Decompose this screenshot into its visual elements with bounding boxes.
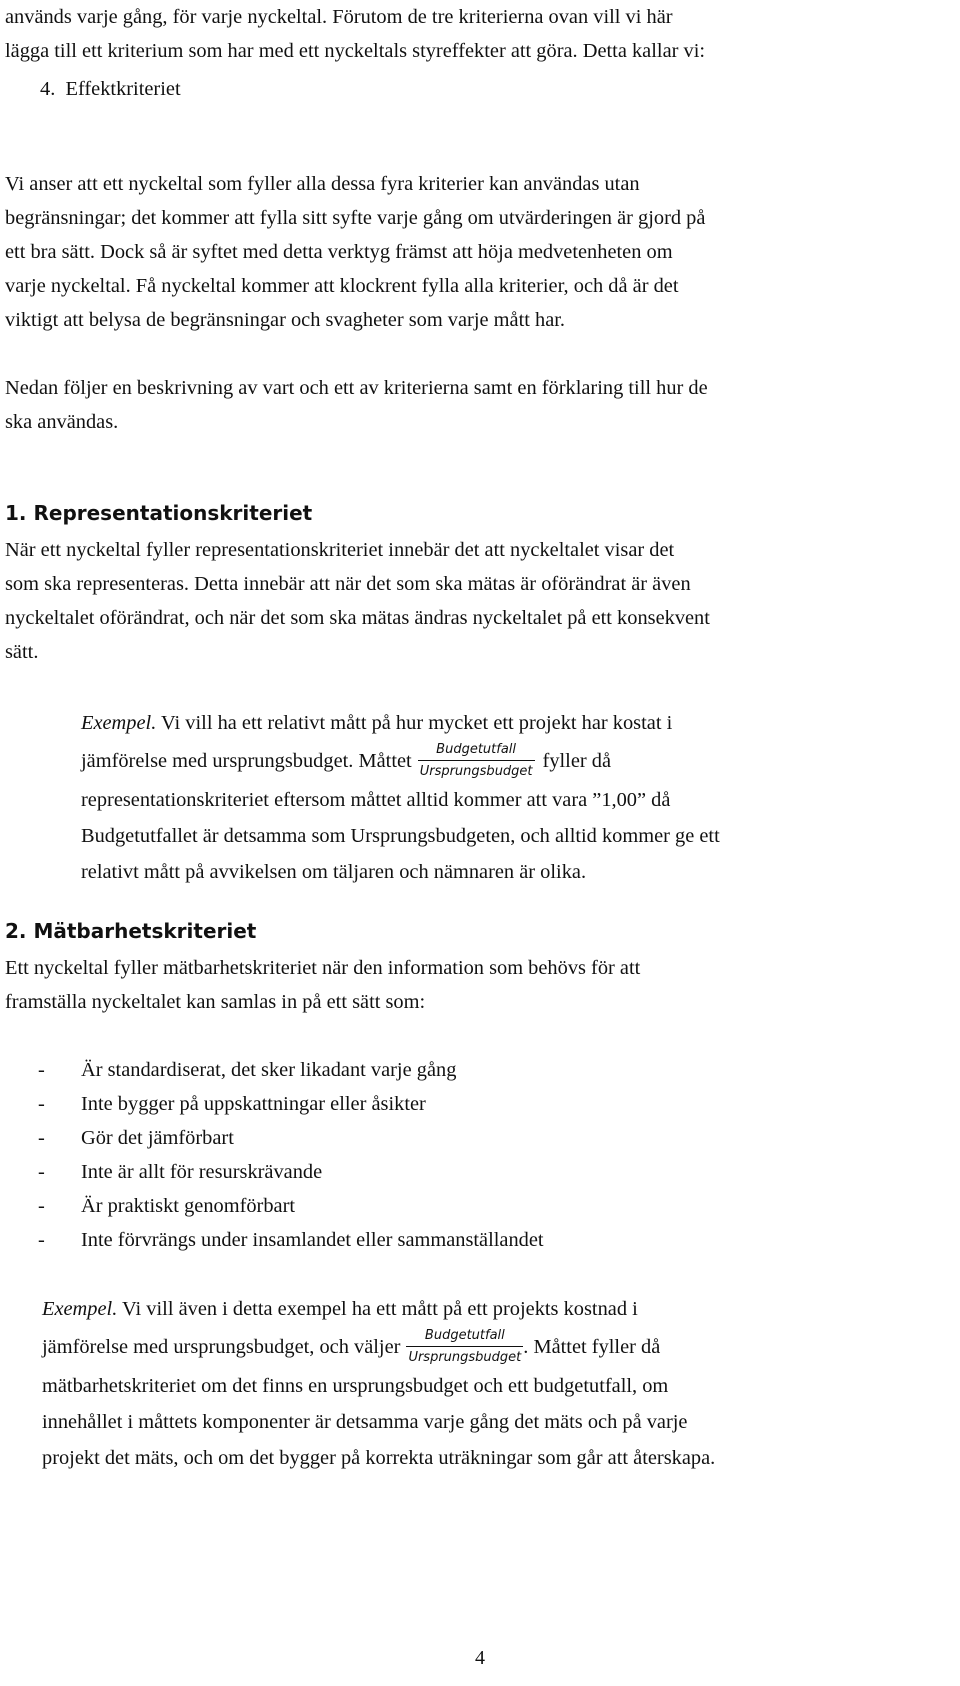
- list-item-text: Inte är allt för resurskrävande: [81, 1161, 323, 1183]
- text-line: begränsningar; det kommer att fylla sitt syfte varje gång om utvärderingen är gjord på: [5, 207, 706, 229]
- paragraph-anser: [5, 167, 955, 337]
- section-1-heading-wrap: [5, 495, 955, 531]
- example-text: Vi vill ha ett relativt mått på hur mycket ett projekt har kostat i: [156, 712, 673, 734]
- list-item: [38, 1189, 955, 1223]
- list-item-text: Gör det jämförbart: [81, 1127, 234, 1149]
- example-line: projekt det mäts, och om det bygger på korrekta uträkningar som går att återskapa.: [42, 1446, 716, 1469]
- example-line: Budgetutfallet är detsamma som Ursprungsbudgeten, och alltid kommer ge ett: [81, 824, 720, 847]
- example-line: [42, 1327, 955, 1368]
- text-line: ett bra sätt. Dock så är syftet med detta verktyg främst att höja medvetenheten om: [5, 241, 673, 263]
- document-page: [5, 0, 955, 1686]
- list-marker: -: [38, 1195, 45, 1217]
- text-line: varje nyckeltal. Få nyckeltal kommer att klockrent fylla alla kriterier, och då är det: [5, 275, 679, 297]
- paragraph-nedan: [5, 371, 955, 439]
- list-item: [38, 1223, 955, 1257]
- criterion-4-item: [40, 72, 955, 106]
- example-text: jämförelse med ursprungsbudget, och väljer: [42, 1336, 401, 1358]
- text-line: används varje gång, för varje nyckeltal. Förutom de tre kriterierna ovan vill vi här: [5, 6, 673, 28]
- list-item-text: Inte förvrängs under insamlandet eller sammanställandet: [81, 1229, 544, 1251]
- example-line: mätbarhetskriteriet om det finns en ursprungsbudget och ett budgetutfall, om: [42, 1374, 669, 1397]
- fraction-formula: [406, 1327, 523, 1366]
- page-number: 4: [475, 1647, 485, 1669]
- page-number-wrap: [5, 1643, 955, 1673]
- list-item: [38, 1121, 955, 1155]
- section-2-heading: 2. Mätbarhetskriteriet: [5, 919, 257, 943]
- text-line: När ett nyckeltal fyller representationskriteriet innebär det att nyckeltalet visar det: [5, 539, 675, 561]
- text-line: Vi anser att ett nyckeltal som fyller alla dessa fyra kriterier kan användas utan: [5, 173, 640, 195]
- text-line: ska användas.: [5, 411, 119, 433]
- fraction-denominator: Ursprungsbudget: [408, 1349, 522, 1365]
- section-2-example: [42, 1289, 955, 1478]
- example-text: Vi vill även i detta exempel ha ett mått på ett projekts kostnad i: [117, 1298, 638, 1320]
- example-line: representationskriteriet eftersom måttet alltid kommer att vara ”1,00” då: [81, 788, 671, 811]
- example-line: [81, 703, 955, 743]
- section-1-heading: 1. Representationskriteriet: [5, 501, 313, 525]
- fraction-numerator: Budgetutfall: [406, 1327, 523, 1347]
- text-line: sätt.: [5, 641, 39, 663]
- intro-paragraph: [5, 0, 955, 68]
- list-item: [38, 1155, 955, 1189]
- example-text: jämförelse med ursprungsbudget. Måttet: [81, 750, 412, 772]
- criteria-list: [38, 1053, 955, 1257]
- fraction-denominator: Ursprungsbudget: [419, 763, 533, 779]
- example-text: . Måttet fyller då: [523, 1336, 661, 1358]
- text-line: framställa nyckeltalet kan samlas in på ett sätt som:: [5, 991, 426, 1013]
- text-line: som ska representeras. Detta innebär att när det som ska mätas är oförändrat är även: [5, 573, 691, 595]
- example-line: innehållet i måttets komponenter är detsamma varje gång det mäts och på varje: [42, 1410, 688, 1433]
- criterion-4-label: 4. Effektkriteriet: [40, 78, 181, 100]
- text-line: nyckeltalet oförändrat, och när det som ska mätas ändras nyckeltalet på ett konsekvent: [5, 607, 710, 629]
- example-line: relativt mått på avvikelsen om täljaren och nämnaren är olika.: [81, 860, 587, 883]
- list-marker: -: [38, 1059, 45, 1081]
- list-item-text: Inte bygger på uppskattningar eller åsikter: [81, 1093, 426, 1115]
- example-label: Exempel.: [81, 712, 157, 734]
- list-marker: -: [38, 1127, 45, 1149]
- section-1-example: [81, 703, 955, 892]
- list-marker: -: [38, 1229, 45, 1251]
- text-line: viktigt att belysa de begränsningar och svagheter som varje mått har.: [5, 309, 566, 331]
- example-label: Exempel.: [42, 1298, 118, 1320]
- section-2-heading-wrap: [5, 913, 955, 949]
- section-1-body: [5, 533, 955, 669]
- list-item-text: Är praktiskt genomförbart: [81, 1195, 296, 1217]
- example-line: [81, 741, 955, 782]
- list-item: [38, 1087, 955, 1121]
- list-marker: -: [38, 1093, 45, 1115]
- text-line: lägga till ett kriterium som har med ett nyckeltals styreffekter att göra. Detta kallar vi:: [5, 40, 706, 62]
- example-text: fyller då: [542, 750, 612, 772]
- list-item: [38, 1053, 955, 1087]
- section-2-body: [5, 951, 955, 1019]
- list-item-text: Är standardiserat, det sker likadant varje gång: [81, 1059, 457, 1081]
- list-marker: -: [38, 1161, 45, 1183]
- text-line: Ett nyckeltal fyller mätbarhetskriteriet när den information som behövs för att: [5, 957, 641, 979]
- example-line: [42, 1289, 955, 1329]
- fraction-numerator: Budgetutfall: [418, 741, 535, 761]
- fraction-formula: [418, 741, 535, 780]
- text-line: Nedan följer en beskrivning av vart och ett av kriterierna samt en förklaring till hur de: [5, 377, 708, 399]
